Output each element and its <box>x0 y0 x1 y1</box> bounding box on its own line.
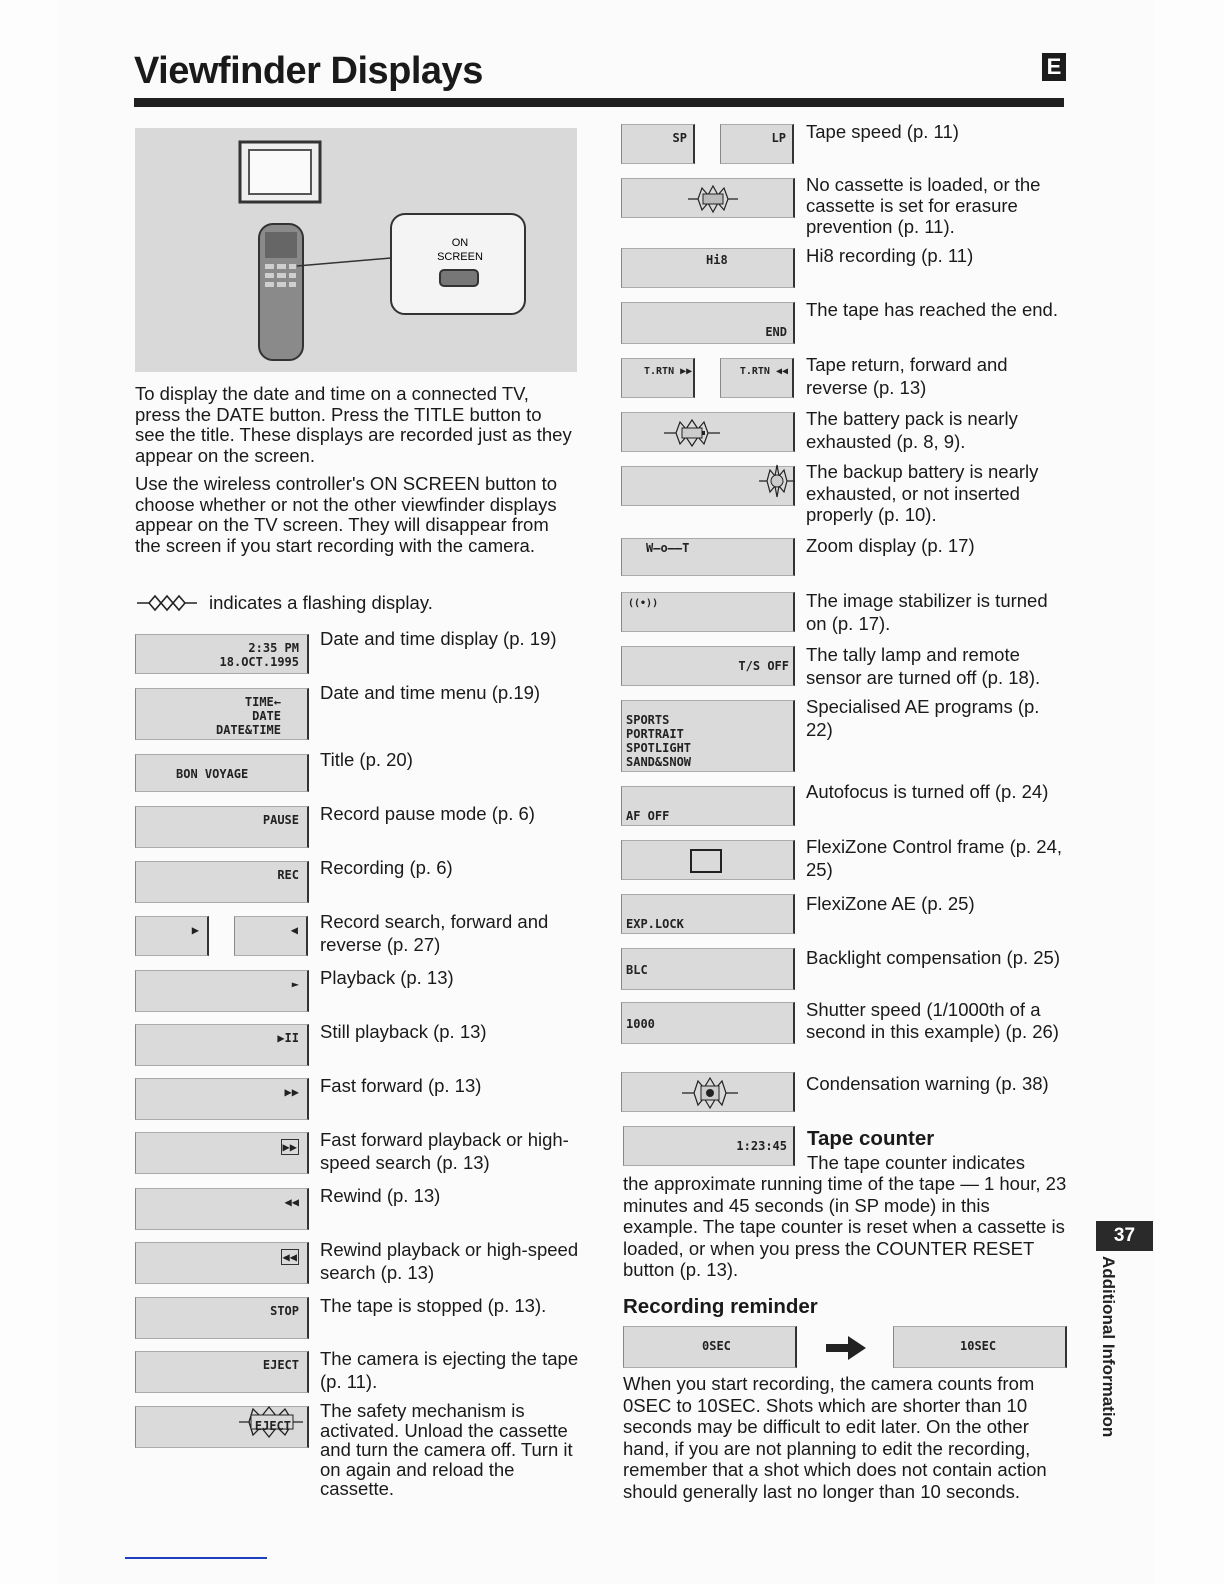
desc-ae-programs: Specialised AE programs (p. 22) <box>806 696 1040 740</box>
lcd-exp-lock: EXP.LOCK <box>621 894 795 934</box>
desc-eject: The camera is ejecting the tape (p. 11). <box>320 1348 579 1392</box>
lcd-rewind: ◀◀ <box>135 1188 309 1230</box>
desc-condensation: Condensation warning (p. 38) <box>806 1073 1049 1094</box>
recording-reminder-heading: Recording reminder <box>623 1295 818 1318</box>
desc-rewind: Rewind (p. 13) <box>320 1185 441 1206</box>
footer-link-line <box>125 1557 267 1559</box>
lcd-tally-lamp: T/S OFF <box>621 646 795 686</box>
desc-flexizone-ae: FlexiZone AE (p. 25) <box>806 893 975 914</box>
desc-stop: The tape is stopped (p. 13). <box>320 1295 547 1316</box>
language-badge: E <box>1042 53 1066 81</box>
desc-flexizone-frame: FlexiZone Control frame (p. 24, 25) <box>806 836 1063 880</box>
flash-symbol-icon <box>135 590 199 616</box>
lcd-battery-low <box>621 412 795 452</box>
flexizone-frame-icon <box>690 849 722 873</box>
section-side-label <box>1092 1256 1118 1446</box>
tape-counter-text: the approximate running time of the tape — 1 hour, 23 minutes and 45 seconds (in SP mode) in this example. The tape counter is reset when a cassette is loaded, or when you press the COUNTER RESET button (p. 13). <box>623 1173 1067 1280</box>
lcd-record-search-reverse: ◀ <box>234 916 308 956</box>
lcd-condensation <box>621 1072 795 1112</box>
lcd-flexizone-frame <box>621 840 795 880</box>
desc-battery-low: The battery pack is nearly exhausted (p. 8, 9). <box>806 408 1018 452</box>
desc-autofocus-off: Autofocus is turned off (p. 24) <box>806 781 1049 802</box>
lcd-pause: PAUSE <box>135 806 309 848</box>
desc-image-stabilizer: The image stabilizer is turned on (p. 17). <box>806 590 1048 634</box>
lcd-sp: SP <box>621 124 695 164</box>
backup-battery-flash-icon <box>757 461 797 501</box>
desc-backup-battery: The backup battery is nearly exhausted, or not inserted properly (p. 10). <box>806 461 1039 525</box>
lcd-tape-return-reverse: T.RTN ◀◀ <box>720 358 794 398</box>
desc-zoom: Zoom display (p. 17) <box>806 535 975 556</box>
cassette-flash-icon <box>686 183 740 215</box>
lcd-lp: LP <box>720 124 794 164</box>
desc-still-playback: Still playback (p. 13) <box>320 1021 487 1042</box>
lcd-reminder-start: 0SEC <box>623 1326 797 1368</box>
battery-flash-icon <box>662 417 722 449</box>
on-screen-button-icon <box>440 270 478 286</box>
desc-record-search: Record search, forward and reverse (p. 27) <box>320 911 549 955</box>
tape-counter-heading: Tape counter <box>807 1127 935 1150</box>
lcd-tape-counter: 1:23:45 <box>623 1126 795 1166</box>
recording-reminder-text: When you start recording, the camera counts from 0SEC to 10SEC. Shots which are shorter than 10 seconds may be difficult to edit later. On the other hand, if you are not planning to edit the recording, remember that a shot which does not contain action should generally last no longer than 10 seconds. <box>623 1373 1047 1502</box>
lcd-hi8: Hi8 <box>621 248 795 288</box>
lcd-fast-forward: ▶▶ <box>135 1078 309 1120</box>
on-screen-label-1: ON <box>451 237 469 249</box>
desc-safety-mechanism: The safety mechanism is activated. Unload the cassette and turn the camera off. Turn it on again and reload the cassette. <box>320 1400 573 1499</box>
intro-paragraph-1: To display the date and time on a connected TV, press the DATE button. Press the TITLE button to see the title. These displays are recorded just as they appear on the screen. <box>135 383 572 466</box>
lcd-blc: BLC <box>621 948 795 990</box>
desc-tape-speed: Tape speed (p. 11) <box>806 121 959 142</box>
desc-playback: Playback (p. 13) <box>320 967 454 988</box>
desc-date-time-menu: Date and time menu (p.19) <box>320 682 541 703</box>
lcd-still-playback: ▶II <box>135 1024 309 1066</box>
lcd-eject: EJECT <box>135 1351 309 1393</box>
desc-fast-forward: Fast forward (p. 13) <box>320 1075 482 1096</box>
remote-control-illustration <box>135 128 577 372</box>
page-title: Viewfinder Displays <box>134 50 483 92</box>
desc-backlight: Backlight compensation (p. 25) <box>806 947 1060 968</box>
lcd-no-cassette <box>621 178 795 218</box>
on-screen-label-2: SCREEN <box>437 251 483 263</box>
flash-note <box>135 590 433 616</box>
desc-tape-return: Tape return, forward and reverse (p. 13) <box>806 354 1008 398</box>
desc-rewind-playback: Rewind playback or high-speed search (p. 13) <box>320 1239 579 1283</box>
desc-no-cassette: No cassette is loaded, or the cassette is set for erasure prevention (p. 11). <box>806 174 1041 237</box>
lcd-shutter-speed: 1000 <box>621 1002 795 1044</box>
lcd-ae-programs: SPORTS PORTRAIT SPOTLIGHT SAND&SNOW <box>621 700 795 772</box>
lcd-eject-flashing: EJECT <box>135 1406 309 1448</box>
lcd-playback: ► <box>135 970 309 1012</box>
desc-tape-end: The tape has reached the end. <box>806 299 1058 320</box>
section-side-label-text: Additional Information <box>1099 1256 1118 1438</box>
lcd-date-time-menu: TIME← DATE DATE&TIME <box>135 688 309 740</box>
lcd-tape-return-forward: T.RTN ▶▶ <box>621 358 695 398</box>
lcd-rewind-playback: ◀◀ <box>135 1242 309 1284</box>
tape-counter-text-line1: The tape counter indicates <box>807 1152 1026 1173</box>
lcd-stop: STOP <box>135 1297 309 1339</box>
intro-paragraph-2: Use the wireless controller's ON SCREEN button to choose whether or not the other viewfinder displays appear on the TV screen. They will disappear from the screen if you start recording with the camera. <box>135 473 557 556</box>
lcd-backup-battery <box>621 466 795 506</box>
desc-pause: Record pause mode (p. 6) <box>320 803 535 824</box>
lcd-autofocus-off: AF OFF <box>621 786 795 826</box>
page-number: 37 <box>1096 1221 1153 1251</box>
desc-ff-playback: Fast forward playback or high-speed search (p. 13) <box>320 1129 569 1173</box>
lcd-date-time: 2:35 PM 18.OCT.1995 <box>135 634 309 674</box>
lcd-title: BON VOYAGE <box>135 754 309 792</box>
desc-tally-lamp: The tally lamp and remote sensor are turned off (p. 18). <box>806 644 1041 688</box>
lcd-rec: REC <box>135 861 309 903</box>
lcd-ff-playback: ▶▶ <box>135 1132 309 1174</box>
desc-title: Title (p. 20) <box>320 749 413 770</box>
desc-shutter-speed: Shutter speed (1/1000th of a second in this example) (p. 26) <box>806 999 1059 1042</box>
lcd-record-search-forward: ▶ <box>135 916 209 956</box>
lcd-image-stabilizer: ((•)) <box>621 592 795 632</box>
tv-remote-drawing <box>135 128 577 372</box>
lcd-tape-end: END <box>621 302 795 344</box>
flash-note-text: indicates a flashing display. <box>209 592 433 613</box>
condensation-flash-icon <box>680 1075 740 1111</box>
title-rule <box>134 98 1064 107</box>
lcd-zoom: W—o——T <box>621 538 795 576</box>
arrow-right-icon <box>826 1336 866 1360</box>
lcd-reminder-end: 10SEC <box>893 1326 1067 1368</box>
desc-date-time: Date and time display (p. 19) <box>320 628 557 649</box>
desc-hi8: Hi8 recording (p. 11) <box>806 245 974 266</box>
on-screen-button-callout <box>391 214 525 314</box>
desc-rec: Recording (p. 6) <box>320 857 453 878</box>
